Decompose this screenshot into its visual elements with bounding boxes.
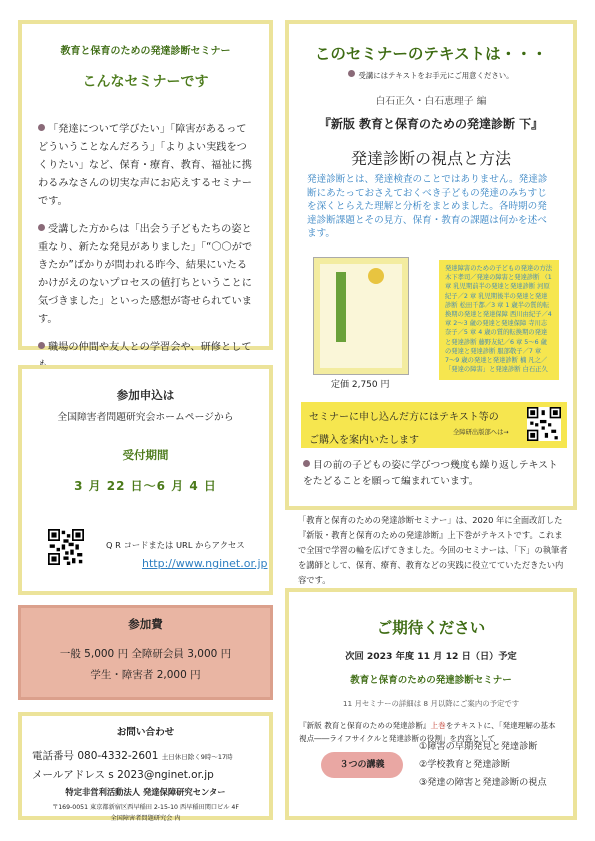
apply-sub: 全国障害者問題研究会ホームページから: [57, 412, 234, 423]
apply-heading: 参加申込は: [116, 388, 175, 402]
book-price: 定価 2,750 円: [331, 380, 390, 390]
promo-line-2: ご購入を案内いたします: [309, 435, 419, 446]
list-item: ②学校教育と発達診断: [419, 759, 510, 770]
promo-line-1: セミナーに申し込んだ方にはテキスト等の: [309, 412, 499, 423]
bullet-icon: [38, 124, 45, 131]
organization-sub: 全国障害者問題研究会 内: [110, 815, 181, 822]
book-subtitle: 発達診断の視点と方法: [350, 149, 511, 168]
qr-code-icon[interactable]: [48, 529, 84, 565]
contact-phone: 電話番号 080-4332-2601 土日休日除く9時〜17時: [32, 750, 233, 762]
intro-paragraph-2: 受講した方からは「出会う子どもたちの姿と重なり、新たな発見がありました」「“〇〇ができたか”ばかりが問われる昨今、結果にいたるかけがえのないプロセスの値打ちということに気づきました」といった感想が寄せられています。: [38, 224, 253, 325]
intro-box: [18, 20, 273, 353]
apply-box: [18, 365, 273, 595]
list-item: ①障害の早期発見と発達診断: [419, 741, 538, 752]
fee-box: [18, 605, 273, 700]
intro-paragraph-1: 「発達について学びたい」「障害があるってどういうことなんだろう」「よりよい実践をつくりたい」など、保育・療育、教育、福祉に携わるみなさんの切実な声にお応えするセミナーです。: [38, 124, 252, 207]
closing-text: 目の前の子どもの姿に学びつつ幾度も繰り返しテキストをたどることを願って編まれています。: [303, 460, 558, 487]
book-authors: 白石正久・白石恵理子 編: [375, 96, 487, 107]
organization: 特定非営利活動法人 発達保障研究センター: [65, 787, 226, 797]
fee-line-2: 学生・障害者 2,000 円: [90, 669, 201, 681]
contact-email: メールアドレス s 2023@nginet.or.jp: [32, 769, 214, 781]
seminar-kicker: 教育と保育のための発達診断セミナー: [60, 46, 231, 57]
book-cover-image: [313, 257, 409, 375]
qr-row: [48, 529, 268, 579]
lecture-list: [419, 738, 547, 792]
qr-code-icon[interactable]: [527, 407, 561, 441]
intro-title: こんなセミナーです: [82, 74, 209, 90]
textbook-note: 受講にはテキストをお手元にご用意ください。: [301, 70, 561, 81]
contact-heading: お問い合わせ: [116, 727, 175, 738]
seminar-explanation: 「教育と保育のための発達診断セミナー」は、2020 年に全面改訂した『新版・教育と保育のための発達診断』上下巻がテキストです。これまで全国で学習の輪を広げてきました。今回のセミナーは、「下」の執筆者を講師として、保育、療育、教育などの実践に役立てていただきたい内容です。: [298, 515, 568, 585]
fee-heading: 参加費: [128, 617, 163, 631]
table-of-contents: 発達障害のための子どもの発達の方法 木下孝司／発達の障害と発達診断 （1 章 乳児期前半の発達と発達診断 河原紀子／2 章 乳児期後半の発達と発達診断 松田千都／3 章 1 歳半の質的転換期の発達と発達保障 西川由紀子／4 章 2〜3 歳の発達と発達保障 寺川志奈子／5 章 4 歳の質的転換期の発達と発達診断 藤野友紀／6 章 5〜6 歳の発達と発達診断 服部敬子／7 章 7〜9 歳の発達と発達診断 楠 凡之／「発達の障害」と発達診断 白石正久: [439, 260, 559, 380]
lecture-badge: ３つの講義: [321, 752, 403, 778]
next-body: 『新版 教育と保育のための発達診断』上巻をテキストに、「発達理解の基本視点――ライフサイクルと発達診断の役割」を内容として: [299, 721, 556, 743]
purchase-promo: [301, 402, 567, 448]
promo-dept: 全障研出版部へは→: [453, 429, 509, 436]
next-note: 11 月セミナーの詳細は 8 月以降にご案内の予定です: [342, 699, 520, 708]
textbook-title: このセミナーのテキストは・・・: [314, 45, 548, 63]
contact-box: [18, 712, 273, 820]
bullet-icon: [38, 224, 45, 231]
next-date: 次回 2023 年度 11 月 12 日（日）予定: [345, 651, 517, 662]
textbook-box: [285, 20, 577, 510]
book-description: 発達診断とは、発達検査のことではありません。発達診断にあたっておさえておくべき子どもの発達のみちすじを深くとらえた理解と分析をまとめました。各時期の発達診断課題とその見方、保育・教育の課題は何かを述べます。: [307, 174, 548, 239]
book-title: 『新版 教育と保育のための発達診断 下』: [318, 117, 544, 131]
bullet-icon: [303, 460, 310, 467]
website-link[interactable]: http://www.nginet.or.jp: [142, 557, 268, 570]
fee-line-1: 一般 5,000 円 全障研会員 3,000 円: [59, 648, 232, 660]
next-seminar-box: [285, 588, 577, 820]
next-seminar-name: 教育と保育のための発達診断セミナー: [350, 675, 512, 686]
intro-paragraph-3: 職場の仲間や友人との学習会や、研修として: [38, 339, 253, 375]
next-title: ご期待ください: [376, 619, 486, 637]
bullet-icon: [38, 342, 45, 349]
bullet-icon: [348, 70, 355, 77]
qr-note: Q R コードまたは URL からアクセス: [106, 540, 245, 550]
period-label: 受付期間: [122, 448, 169, 462]
address: 〒169-0051 東京都新宿区西早稲田 2-15-10 西早稲田関口ビル 4F: [52, 804, 239, 811]
period-dates: 3 月 22 日〜6 月 4 日: [74, 479, 217, 493]
list-item: ③発達の障害と発達診断の視点: [419, 777, 547, 788]
